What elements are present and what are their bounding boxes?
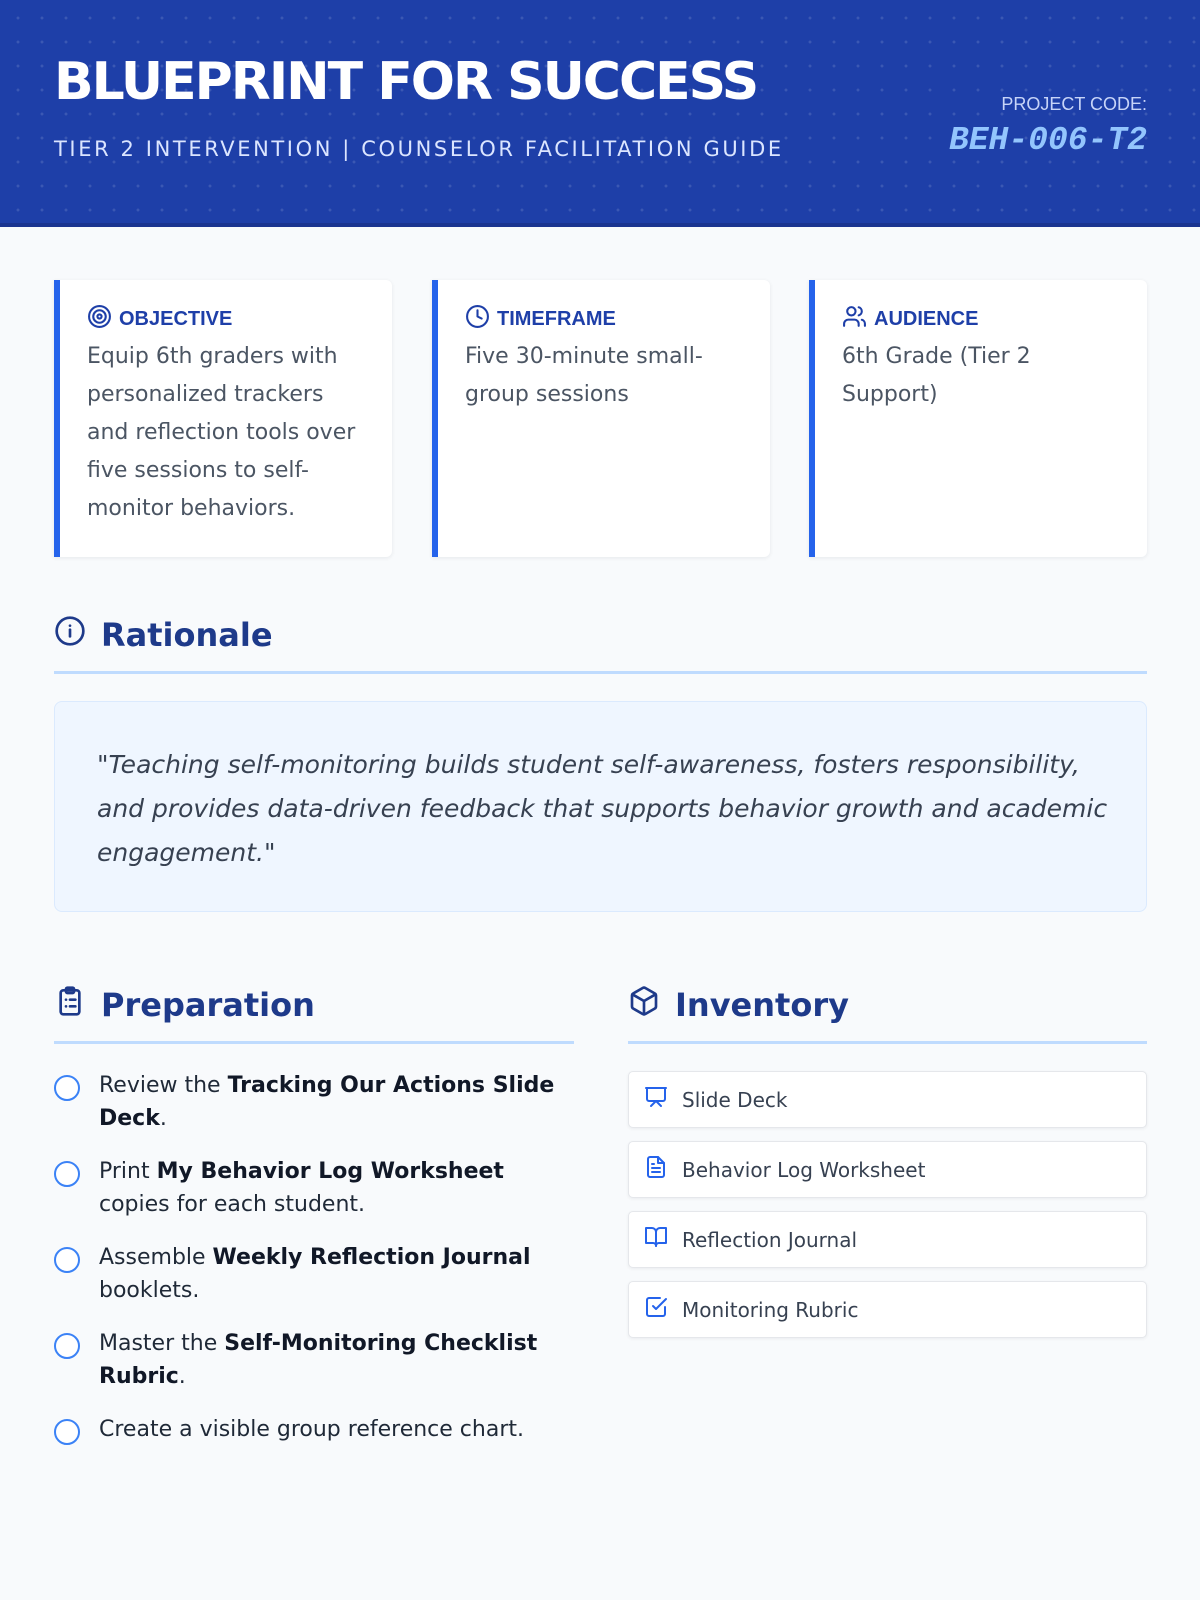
card-body: 6th Grade (Tier 2 Support) [842, 344, 1031, 407]
box-icon [628, 985, 660, 1025]
rationale-quote: "Teaching self-monitoring builds student self-awareness, fosters responsibility, and provides data-driven feedback that supports behavior growth and academic engagement." [97, 750, 1108, 867]
project-code: BEH-006-T2 [948, 122, 1147, 159]
checklist-item [54, 1413, 574, 1446]
presentation-icon [644, 1085, 668, 1114]
checklist-item-text: Create a visible group reference chart. [99, 1417, 524, 1442]
checklist-item-text: Review the Tracking Our Actions Slide Deck. [99, 1073, 555, 1131]
page-title: BLUEPRINT FOR SUCCESS [54, 52, 758, 112]
checklist-item [54, 1069, 574, 1135]
book-open-icon [644, 1225, 668, 1254]
document-icon [644, 1155, 668, 1184]
card-title: TIMEFRAME [497, 308, 616, 330]
checklist-item-text: Print My Behavior Log Worksheet copies for each student. [99, 1159, 504, 1217]
checkbox-circle[interactable] [54, 1161, 80, 1187]
checklist-item [54, 1327, 574, 1393]
checklist-item-text: Assemble Weekly Reflection Journal booklets. [99, 1245, 531, 1303]
rationale-heading [54, 614, 1147, 674]
inventory-item-label: Slide Deck [682, 1087, 788, 1112]
checklist-item-text: Master the Self-Monitoring Checklist Rubric. [99, 1331, 538, 1389]
clock-icon [465, 304, 490, 335]
inventory-item-label: Reflection Journal [682, 1227, 858, 1252]
audience-card [809, 280, 1147, 557]
checklist-item [54, 1241, 574, 1307]
target-icon [87, 304, 112, 335]
card-heading [87, 304, 232, 335]
checklist-item [54, 1155, 574, 1221]
card-title: OBJECTIVE [119, 308, 233, 330]
clipboard-icon [54, 985, 86, 1025]
rationale-quote-box [54, 701, 1147, 912]
preparation-checklist [54, 1069, 574, 1466]
inventory-item-behavior-log-worksheet[interactable] [628, 1141, 1147, 1198]
project-code-label: PROJECT CODE: [1001, 94, 1147, 114]
inventory-heading [628, 984, 1147, 1044]
objective-card [54, 280, 392, 557]
timeframe-card [432, 280, 770, 557]
checkbox-circle[interactable] [54, 1075, 80, 1101]
inventory-item-label: Behavior Log Worksheet [682, 1157, 926, 1182]
card-heading [842, 304, 978, 335]
section-title: Preparation [101, 985, 315, 1024]
info-icon [54, 615, 86, 655]
section-title: Rationale [101, 615, 273, 654]
page-subtitle: TIER 2 INTERVENTION | COUNSELOR FACILITATION GUIDE [54, 137, 784, 161]
inventory-item-monitoring-rubric[interactable] [628, 1281, 1147, 1338]
card-title: AUDIENCE [874, 308, 979, 330]
card-body: Five 30-minute small-group sessions [465, 344, 703, 407]
users-icon [842, 304, 867, 335]
section-title: Inventory [675, 985, 849, 1024]
page-header [0, 0, 1200, 227]
checkbox-circle[interactable] [54, 1247, 80, 1273]
inventory-item-label: Monitoring Rubric [682, 1297, 859, 1322]
check-square-icon [644, 1295, 668, 1324]
inventory-item-reflection-journal[interactable] [628, 1211, 1147, 1268]
card-heading [465, 304, 616, 335]
inventory-item-slide-deck[interactable] [628, 1071, 1147, 1128]
card-body: Equip 6th graders with personalized trackers and reflection tools over five sessions to self-monitor behaviors. [87, 344, 356, 521]
checkbox-circle[interactable] [54, 1333, 80, 1359]
checkbox-circle[interactable] [54, 1419, 80, 1445]
inventory-list [628, 1071, 1147, 1351]
preparation-heading [54, 984, 574, 1044]
